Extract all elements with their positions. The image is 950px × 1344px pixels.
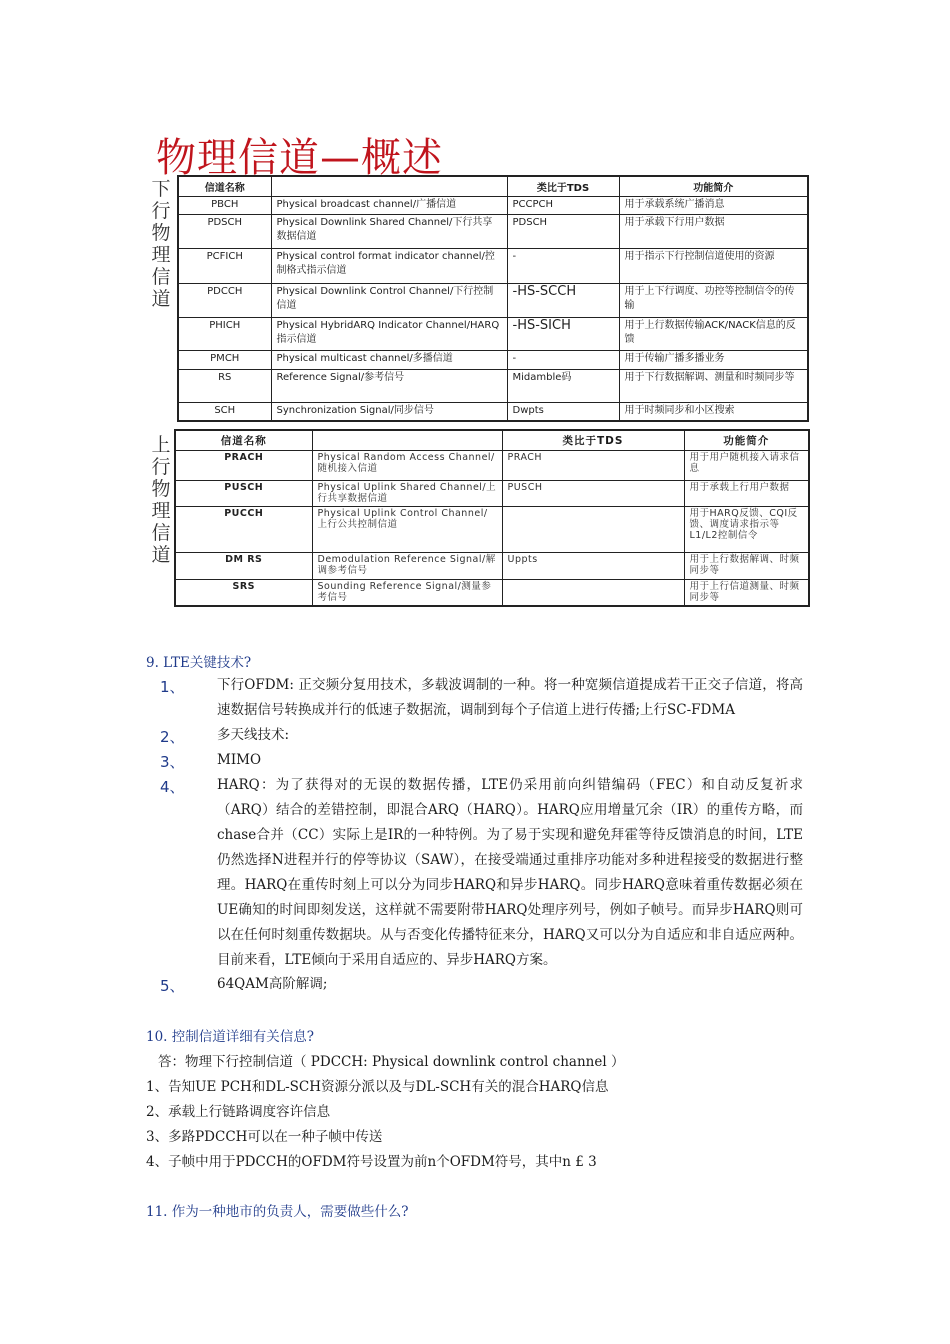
table-cell: PDSCH [178,215,271,249]
side-label-char: 行 [151,456,171,478]
q9-heading: 9. LTE关键技术? [146,655,252,671]
table-cell: Physical HybridARQ Indicator Channel/HARQ指示信道 [271,318,507,351]
table-cell: PUCCH [175,507,312,553]
table-row [178,215,808,249]
side-label-char: 理 [151,500,171,522]
table-cell: Reference Signal/参考信号 [271,370,507,403]
table-row [178,284,808,318]
list-item-64qam: 64QAM高阶解调; [217,976,328,992]
table-cell: PDSCH [507,215,619,249]
table-cell [502,507,684,553]
table-cell: SRS [175,580,312,606]
list-number: 3、 [160,753,185,771]
q10-heading: 10. 控制信道详细有关信息? [146,1029,314,1045]
column-header: 功能简介 [684,430,809,451]
q10-line: 3、多路PDCCH可以在一种子帧中传送 [146,1129,383,1145]
table-cell: 用于上行信道测量、时频同步等 [684,580,809,606]
list-item-multi-antenna: 多天线技术: [217,727,290,743]
table-cell: 用于下行数据解调、测量和时频同步等 [619,370,808,403]
channel-overview-figure [148,118,810,616]
table-row [175,580,809,606]
table-cell: Physical Uplink Control Channel/上行公共控制信道 [312,507,502,553]
column-header: 信道名称 [178,176,271,197]
table-cell: RS [178,370,271,403]
uplink-channel-table [174,429,810,607]
table-cell: PDCCH [178,284,271,318]
table-cell: PHICH [178,318,271,351]
table-row [175,553,809,580]
table-cell: SCH [178,403,271,421]
table-cell: 用于HARQ反馈、CQI反馈、调度请求指示等L1/L2控制信令 [684,507,809,553]
table-cell: PCFICH [178,249,271,284]
downlink-side-label [150,178,172,310]
side-label-char: 信 [151,522,171,544]
table-cell: Physical Downlink Shared Channel/下行共享数据信道 [271,215,507,249]
downlink-channel-table [177,175,809,422]
table-cell: Physical multicast channel/多播信道 [271,351,507,370]
list-number: 1、 [160,678,185,696]
list-number: 4、 [160,778,185,796]
side-label-char: 下 [151,178,171,200]
table-header-row [175,430,809,451]
column-header: 功能简介 [619,176,808,197]
table-header-row [178,176,808,197]
table-cell: PMCH [178,351,271,370]
table-cell: -HS-SICH [507,318,619,351]
table-cell: PRACH [175,451,312,481]
side-label-char: 道 [151,288,171,310]
table-row [178,318,808,351]
side-label-char: 物 [151,222,171,244]
table-row [178,249,808,284]
list-item-harq: HARQ：为了获得对的无误的数据传播，LTE仍采用前向纠错编码（FEC）和自动反复祈求（ARQ）结合的差错控制，即混合ARQ（HARQ）。HARQ应用增量冗余（IR）的重传方略，而chase合并（CC）实际上是IR的一种特例。为了易于实现和避免拜霍等待反馈消息的时间，LTE仍然选择N进程并行的停等协议（SAW），在接受端通过重排序功能对多种进程接受的数据进行整理。HARQ在重传时刻上可以分为同步HARQ和异步HARQ。同步HARQ意味着重传数据必须在UE确知的时间即刻发送，这样就不需要附带HARQ处理序列号，例如子帧号。而异步HARQ则可以在任何时刻重传数据块。从与否变化传播特征来分，HARQ又可以分为自适应和非自适应两种。目前来看，LTE倾向于采用自适应的、异步HARQ方案。 [217,777,803,968]
table-row [175,451,809,481]
uplink-side-label [150,434,172,566]
side-label-char: 行 [151,200,171,222]
table-row [178,370,808,403]
table-cell: Physical Downlink Control Channel/下行控制信道 [271,284,507,318]
list-item-mimo: MIMO [217,752,262,768]
column-header [312,430,502,451]
table-cell: - [507,351,619,370]
table-cell: 用于用户随机接入请求信息 [684,451,809,481]
table-cell: Physical control format indicator channel/控制格式指示信道 [271,249,507,284]
figure-title: 物理信道—概述 [156,135,443,181]
q10-line: 1、告知UE PCH和DL-SCH资源分派以及与DL-SCH有关的混合HARQ信息 [146,1079,609,1095]
table-row [175,481,809,507]
table-cell: - [507,249,619,284]
side-label-char: 信 [151,266,171,288]
list-item-ofdm: 下行OFDM: 正交频分复用技术，多载波调制的一种。将一种宽频信道提成若干正交子信道，将高速数据信号转换成并行的低速子数据流，调制到每个子信道上进行传播;上行SC-FDMA [217,677,803,718]
table-cell: PRACH [502,451,684,481]
table-cell: Sounding Reference Signal/测量参考信号 [312,580,502,606]
table-cell: 用于上行数据传输ACK/NACK信息的反馈 [619,318,808,351]
table-row [178,403,808,421]
table-cell: Physical broadcast channel/广播信道 [271,197,507,215]
side-label-char: 物 [151,478,171,500]
table-cell: PCCPCH [507,197,619,215]
table-cell: PUSCH [175,481,312,507]
table-row [178,351,808,370]
table-cell: Demodulation Reference Signal/解调参考信号 [312,553,502,580]
table-cell: 用于上行数据解调、时频同步等 [684,553,809,580]
column-header: 信道名称 [175,430,312,451]
table-cell: 用于时频同步和小区搜索 [619,403,808,421]
table-row [175,507,809,553]
table-cell [502,580,684,606]
q10-line: 4、子帧中用于PDCCH的OFDM符号设置为前n个OFDM符号，其中n £ 3 [146,1154,597,1170]
table-cell: -HS-SCCH [507,284,619,318]
list-number: 2、 [160,728,185,746]
table-cell: Physical Uplink Shared Channel/上行共享数据信道 [312,481,502,507]
side-label-char: 道 [151,544,171,566]
side-label-char: 理 [151,244,171,266]
table-cell: Physical Random Access Channel/随机接入信道 [312,451,502,481]
table-cell: Dwpts [507,403,619,421]
table-cell: 用于指示下行控制信道使用的资源 [619,249,808,284]
q11-heading: 11. 作为一种地市的负责人，需要做些什么? [146,1204,409,1220]
table-cell: Synchronization Signal/同步信号 [271,403,507,421]
table-cell: Midamble码 [507,370,619,403]
table-cell: PBCH [178,197,271,215]
table-cell: Uppts [502,553,684,580]
q10-answer: 答：物理下行控制信道（ PDCCH: Physical downlink control channel ） [158,1054,625,1070]
table-cell: 用于承载下行用户数据 [619,215,808,249]
column-header: 类比于TDS [507,176,619,197]
table-cell: 用于上下行调度、功控等控制信令的传输 [619,284,808,318]
table-cell: DM RS [175,553,312,580]
table-cell: 用于承载系统广播消息 [619,197,808,215]
table-cell: PUSCH [502,481,684,507]
table-row [178,197,808,215]
column-header: 类比于TDS [502,430,684,451]
side-label-char: 上 [151,434,171,456]
table-cell: 用于承载上行用户数据 [684,481,809,507]
list-number: 5、 [160,977,185,995]
table-cell: 用于传输广播多播业务 [619,351,808,370]
q10-line: 2、承载上行链路调度容许信息 [146,1104,331,1120]
column-header [271,176,507,197]
